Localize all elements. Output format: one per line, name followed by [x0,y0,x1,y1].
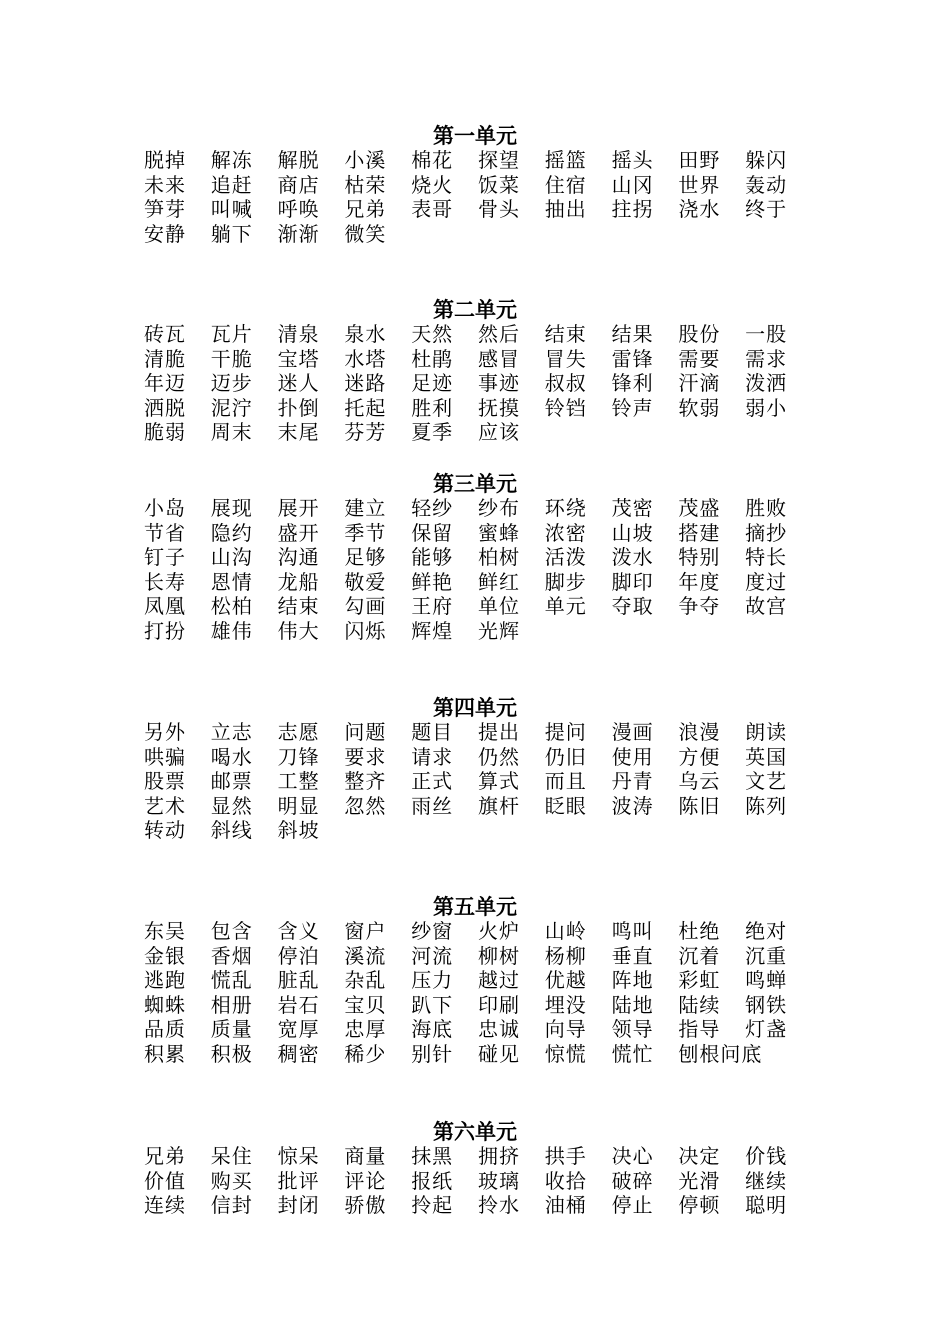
vocabulary-word: 购买 [210,1168,253,1193]
vocabulary-word: 商店 [277,172,320,197]
vocabulary-word: 彩虹 [678,968,721,993]
vocabulary-word: 含义 [277,919,320,943]
vocabulary-word: 杨柳 [544,943,587,968]
vocabulary-word: 单位 [477,594,520,619]
vocabulary-word: 价钱 [745,1144,788,1168]
vocabulary-word: 终于 [745,197,788,222]
vocabulary-word: 恩情 [210,569,253,594]
vocabulary-word: 一股 [745,322,788,346]
vocabulary-word: 而且 [544,769,587,794]
vocabulary-word: 埋没 [544,992,587,1017]
vocabulary-word: 旗杆 [477,793,520,818]
vocabulary-word: 叔叔 [544,371,587,396]
vocabulary-word: 拎起 [411,1193,454,1218]
vocabulary-word: 敬爱 [344,569,387,594]
vocabulary-word: 抹黑 [411,1144,454,1168]
vocabulary-word: 追赶 [210,172,253,197]
vocabulary-word: 迈步 [210,371,253,396]
vocabulary-word: 兄弟 [344,197,387,222]
vocabulary-word: 解冻 [210,148,253,172]
vocabulary-word: 拱手 [544,1144,587,1168]
vocabulary-word: 沉着 [678,943,721,968]
vocabulary-word: 应该 [477,420,520,445]
vocabulary-word: 趴下 [411,992,454,1017]
vocabulary-word: 结束 [277,594,320,619]
vocabulary-word: 水塔 [344,346,387,371]
vocabulary-word: 夺取 [611,594,654,619]
vocabulary-word: 慌忙 [611,1041,654,1066]
vocabulary-word: 钉子 [144,545,186,570]
vocabulary-word: 积极 [210,1041,253,1066]
vocabulary-word: 环绕 [544,496,587,520]
vocabulary-word: 斜坡 [277,818,320,843]
vocabulary-word: 包含 [210,919,253,943]
vocabulary-word: 丹青 [611,769,654,794]
vocabulary-word: 足迹 [411,371,454,396]
vocabulary-word: 香烟 [210,943,253,968]
vocabulary-word: 鸣叫 [611,919,654,943]
vocabulary-word: 忠诚 [477,1017,520,1042]
vocabulary-word: 汗滴 [678,371,721,396]
vocabulary-word: 股票 [144,769,186,794]
vocabulary-word: 骨头 [477,197,520,222]
vocabulary-word: 领导 [611,1017,654,1042]
vocabulary-word: 安静 [144,221,186,246]
vocabulary-word: 蜘蛛 [144,992,186,1017]
vocabulary-word: 钢铁 [745,992,788,1017]
vocabulary-word: 决心 [611,1144,654,1168]
vocabulary-word: 需要 [678,346,721,371]
vocabulary-word: 陆地 [611,992,654,1017]
vocabulary-word: 锋利 [611,371,654,396]
vocabulary-word: 伟大 [277,618,320,643]
vocabulary-word: 显然 [210,793,253,818]
vocabulary-word: 辉煌 [411,618,454,643]
vocabulary-word: 垂直 [611,943,654,968]
vocabulary-word: 脚印 [611,569,654,594]
vocabulary-word: 窗户 [344,919,387,943]
vocabulary-word: 争夺 [678,594,721,619]
vocabulary-word: 清泉 [277,322,320,346]
vocabulary-word: 明显 [277,793,320,818]
vocabulary-word: 迷路 [344,371,387,396]
vocabulary-word: 题目 [411,720,454,744]
vocabulary-word: 灯盏 [745,1017,788,1042]
vocabulary-word: 稠密 [277,1041,320,1066]
vocabulary-word: 兄弟 [144,1144,186,1168]
vocabulary-word: 英国 [745,744,788,769]
word-grid [144,148,844,246]
vocabulary-word: 浓密 [544,520,587,545]
vocabulary-word: 雷锋 [611,346,654,371]
vocabulary-word: 冒失 [544,346,587,371]
vocabulary-word: 价值 [144,1168,186,1193]
vocabulary-word: 品质 [144,1017,186,1042]
vocabulary-word: 夏季 [411,420,454,445]
vocabulary-word: 继续 [745,1168,788,1193]
vocabulary-word: 稀少 [344,1041,387,1066]
vocabulary-word: 惊呆 [277,1144,320,1168]
vocabulary-word: 批评 [277,1168,320,1193]
vocabulary-word: 破碎 [611,1168,654,1193]
vocabulary-word: 海底 [411,1017,454,1042]
vocabulary-word: 玻璃 [477,1168,520,1193]
vocabulary-word: 需求 [745,346,788,371]
vocabulary-word: 摇篮 [544,148,587,172]
vocabulary-word: 住宿 [544,172,587,197]
vocabulary-word: 呆住 [210,1144,253,1168]
vocabulary-word: 干脆 [210,346,253,371]
vocabulary-word: 斜线 [210,818,253,843]
vocabulary-word: 弱小 [745,395,788,420]
vocabulary-word: 指导 [678,1017,721,1042]
vocabulary-word: 忠厚 [344,1017,387,1042]
vocabulary-word: 渐渐 [277,221,320,246]
vocabulary-word: 故宫 [745,594,788,619]
vocabulary-word: 决定 [678,1144,721,1168]
vocabulary-word: 要求 [344,744,387,769]
vocabulary-word: 漫画 [611,720,654,744]
vocabulary-word: 转动 [144,818,186,843]
vocabulary-word: 停顿 [678,1193,721,1218]
unit-title: 第三单元 [433,471,517,496]
vocabulary-word: 躺下 [210,221,253,246]
vocabulary-word: 叫喊 [210,197,253,222]
vocabulary-word: 浪漫 [678,720,721,744]
vocabulary-word: 评论 [344,1168,387,1193]
word-grid [144,1144,844,1218]
vocabulary-word: 鸣蝉 [745,968,788,993]
vocabulary-word: 另外 [144,720,186,744]
vocabulary-word: 砖瓦 [144,322,186,346]
vocabulary-word: 王府 [411,594,454,619]
vocabulary-word: 脆弱 [144,420,186,445]
vocabulary-word: 笋芽 [144,197,186,222]
vocabulary-word: 单元 [544,594,587,619]
vocabulary-word: 瓦片 [210,322,253,346]
vocabulary-word: 沟通 [277,545,320,570]
vocabulary-word: 纱布 [477,496,520,520]
word-grid [144,496,844,644]
vocabulary-word: 仍旧 [544,744,587,769]
vocabulary-word: 停泊 [277,943,320,968]
vocabulary-word: 积累 [144,1041,186,1066]
vocabulary-word: 小岛 [144,496,186,520]
vocabulary-word: 芬芳 [344,420,387,445]
vocabulary-word: 柳树 [477,943,520,968]
vocabulary-word: 优越 [544,968,587,993]
vocabulary-word: 聪明 [745,1193,788,1218]
vocabulary-word: 软弱 [678,395,721,420]
vocabulary-word: 骄傲 [344,1193,387,1218]
vocabulary-word: 轰动 [745,172,788,197]
vocabulary-word: 展现 [210,496,253,520]
vocabulary-word: 慌乱 [210,968,253,993]
vocabulary-word: 扑倒 [277,395,320,420]
vocabulary-word: 光滑 [678,1168,721,1193]
vocabulary-word: 股份 [678,322,721,346]
vocabulary-word: 浇水 [678,197,721,222]
vocabulary-word: 绝对 [745,919,788,943]
vocabulary-word: 宝塔 [277,346,320,371]
vocabulary-word: 蜜蜂 [477,520,520,545]
vocabulary-word: 收拾 [544,1168,587,1193]
vocabulary-word: 表哥 [411,197,454,222]
vocabulary-word: 金银 [144,943,186,968]
vocabulary-word: 末尾 [277,420,320,445]
vocabulary-word: 眨眼 [544,793,587,818]
vocabulary-word: 拄拐 [611,197,654,222]
vocabulary-word: 枯荣 [344,172,387,197]
vocabulary-word: 柏树 [477,545,520,570]
vocabulary-word: 哄骗 [144,744,186,769]
vocabulary-word: 铃声 [611,395,654,420]
vocabulary-word: 隐约 [210,520,253,545]
vocabulary-word: 信封 [210,1193,253,1218]
vocabulary-word: 节省 [144,520,186,545]
unit-title: 第四单元 [433,695,517,720]
vocabulary-word: 纱窗 [411,919,454,943]
vocabulary-word: 凤凰 [144,594,186,619]
vocabulary-word: 特别 [678,545,721,570]
vocabulary-word: 年迈 [144,371,186,396]
vocabulary-word: 雄伟 [210,618,253,643]
vocabulary-word: 提问 [544,720,587,744]
vocabulary-word: 杜绝 [678,919,721,943]
vocabulary-word: 泉水 [344,322,387,346]
vocabulary-word: 鲜艳 [411,569,454,594]
vocabulary-word: 刀锋 [277,744,320,769]
unit-title: 第六单元 [433,1119,517,1144]
vocabulary-word: 天然 [411,322,454,346]
vocabulary-word: 阵地 [611,968,654,993]
vocabulary-word: 停止 [611,1193,654,1218]
vocabulary-word: 山岭 [544,919,587,943]
vocabulary-word: 结果 [611,322,654,346]
vocabulary-word: 火炉 [477,919,520,943]
vocabulary-word: 结束 [544,322,587,346]
vocabulary-word: 东吴 [144,919,186,943]
vocabulary-word: 田野 [678,148,721,172]
vocabulary-word: 刨根问底 [678,1041,763,1066]
vocabulary-word: 建立 [344,496,387,520]
vocabulary-word: 年度 [678,569,721,594]
vocabulary-word: 轻纱 [411,496,454,520]
vocabulary-word: 向导 [544,1017,587,1042]
vocabulary-word: 喝水 [210,744,253,769]
vocabulary-word: 质量 [210,1017,253,1042]
vocabulary-word: 宝贝 [344,992,387,1017]
vocabulary-word: 山坡 [611,520,654,545]
vocabulary-word: 印刷 [477,992,520,1017]
vocabulary-word: 逃跑 [144,968,186,993]
vocabulary-word: 勾画 [344,594,387,619]
vocabulary-word: 保留 [411,520,454,545]
vocabulary-word: 陈列 [745,793,788,818]
vocabulary-word: 呼唤 [277,197,320,222]
vocabulary-word: 使用 [611,744,654,769]
vocabulary-word: 方便 [678,744,721,769]
vocabulary-word: 工整 [277,769,320,794]
vocabulary-word: 棉花 [411,148,454,172]
vocabulary-word: 连续 [144,1193,186,1218]
vocabulary-word: 惊慌 [544,1041,587,1066]
vocabulary-word: 拎水 [477,1193,520,1218]
vocabulary-word: 长寿 [144,569,186,594]
vocabulary-word: 沉重 [745,943,788,968]
vocabulary-word: 世界 [678,172,721,197]
vocabulary-word: 算式 [477,769,520,794]
vocabulary-word: 摇头 [611,148,654,172]
vocabulary-word: 清脆 [144,346,186,371]
vocabulary-word: 小溪 [344,148,387,172]
vocabulary-word: 问题 [344,720,387,744]
vocabulary-word: 洒脱 [144,395,186,420]
vocabulary-word: 提出 [477,720,520,744]
vocabulary-word: 迷人 [277,371,320,396]
vocabulary-word: 陆续 [678,992,721,1017]
vocabulary-word: 拥挤 [477,1144,520,1168]
vocabulary-word: 碰见 [477,1041,520,1066]
word-grid [144,919,844,1067]
vocabulary-word: 度过 [745,569,788,594]
vocabulary-word: 泼水 [611,545,654,570]
word-grid [144,322,844,445]
vocabulary-word: 岩石 [277,992,320,1017]
vocabulary-word: 搭建 [678,520,721,545]
vocabulary-word: 光辉 [477,618,520,643]
vocabulary-word: 邮票 [210,769,253,794]
vocabulary-word: 未来 [144,172,186,197]
vocabulary-word: 杂乱 [344,968,387,993]
unit-title: 第二单元 [433,297,517,322]
vocabulary-word: 托起 [344,395,387,420]
vocabulary-word: 商量 [344,1144,387,1168]
vocabulary-word: 雨丝 [411,793,454,818]
vocabulary-word: 茂密 [611,496,654,520]
vocabulary-word: 饭菜 [477,172,520,197]
vocabulary-word: 陈旧 [678,793,721,818]
vocabulary-word: 周末 [210,420,253,445]
vocabulary-word: 躲闪 [745,148,788,172]
vocabulary-word: 相册 [210,992,253,1017]
vocabulary-word: 乌云 [678,769,721,794]
vocabulary-word: 宽厚 [277,1017,320,1042]
vocabulary-word: 山冈 [611,172,654,197]
vocabulary-word: 打扮 [144,618,186,643]
vocabulary-word: 整齐 [344,769,387,794]
vocabulary-word: 摘抄 [745,520,788,545]
vocabulary-word: 能够 [411,545,454,570]
vocabulary-word: 活泼 [544,545,587,570]
vocabulary-word: 脚步 [544,569,587,594]
vocabulary-word: 感冒 [477,346,520,371]
vocabulary-word: 脱掉 [144,148,186,172]
vocabulary-word: 季节 [344,520,387,545]
vocabulary-word: 杜鹃 [411,346,454,371]
vocabulary-word: 胜败 [745,496,788,520]
vocabulary-word: 文艺 [745,769,788,794]
vocabulary-word: 志愿 [277,720,320,744]
vocabulary-word: 艺术 [144,793,186,818]
vocabulary-word: 河流 [411,943,454,968]
vocabulary-word: 抚摸 [477,395,520,420]
vocabulary-word: 封闭 [277,1193,320,1218]
vocabulary-word: 然后 [477,322,520,346]
vocabulary-word: 忽然 [344,793,387,818]
vocabulary-word: 朗读 [745,720,788,744]
vocabulary-word: 微笑 [344,221,387,246]
vocabulary-word: 解脱 [277,148,320,172]
unit-title: 第一单元 [433,123,517,148]
vocabulary-word: 展开 [277,496,320,520]
vocabulary-word: 仍然 [477,744,520,769]
vocabulary-word: 脏乱 [277,968,320,993]
vocabulary-word: 盛开 [277,520,320,545]
vocabulary-word: 事迹 [477,371,520,396]
vocabulary-word: 泼洒 [745,371,788,396]
vocabulary-word: 鲜红 [477,569,520,594]
vocabulary-word: 胜利 [411,395,454,420]
vocabulary-word: 特长 [745,545,788,570]
word-grid [144,720,844,843]
vocabulary-word: 波涛 [611,793,654,818]
vocabulary-word: 请求 [411,744,454,769]
vocabulary-word: 别针 [411,1041,454,1066]
vocabulary-word: 烧火 [411,172,454,197]
vocabulary-word: 松柏 [210,594,253,619]
vocabulary-word: 山沟 [210,545,253,570]
unit-title: 第五单元 [433,894,517,919]
vocabulary-word: 越过 [477,968,520,993]
vocabulary-word: 油桶 [544,1193,587,1218]
vocabulary-word: 泥泞 [210,395,253,420]
vocabulary-word: 闪烁 [344,618,387,643]
vocabulary-word: 压力 [411,968,454,993]
vocabulary-word: 溪流 [344,943,387,968]
vocabulary-word: 探望 [477,148,520,172]
vocabulary-word: 抽出 [544,197,587,222]
vocabulary-word: 正式 [411,769,454,794]
vocabulary-word: 立志 [210,720,253,744]
vocabulary-word: 茂盛 [678,496,721,520]
vocabulary-word: 龙船 [277,569,320,594]
vocabulary-word: 足够 [344,545,387,570]
vocabulary-word: 铃铛 [544,395,587,420]
vocabulary-word: 报纸 [411,1168,454,1193]
